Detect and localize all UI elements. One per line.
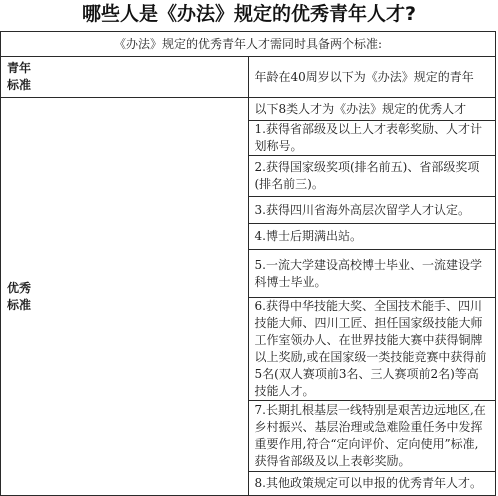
page-title: 哪些人是《办法》规定的优秀青年人才? [81, 3, 417, 25]
youth-label [1, 57, 249, 98]
criterion-8: 8.其他政策规定可以申报的优秀青年人才。 [248, 472, 496, 496]
criterion-7: 7.长期扎根基层一线特别是艰苦边远地区,在乡村振兴、基层治理或急难险重任务中发挥重要作用,符合“定向评价、定向使用”标准,获得省部级及以上表彰奖励。 [248, 401, 496, 472]
criterion-6: 6.获得中华技能大奖、全国技术能手、四川技能大师、四川工匠、担任国家级技能大师工作室领办人、在世界技能大赛中获得铜牌以上奖励,或在国家级一类技能竞赛中获得前5名(双人赛项前3名、三人赛项前2名)等高技能人才。 [248, 298, 496, 401]
criterion-4: 4.博士后期满出站。 [248, 224, 496, 250]
youth-text: 年龄在40周岁以下为《办法》规定的青年 [248, 57, 496, 98]
criterion-1: 1.获得省部级及以上人才表彰奖励、人才计划称号。 [248, 121, 496, 156]
intro-text: 《办法》规定的优秀青年人才需同时具备两个标准: [1, 32, 496, 57]
excellent-label-line2: 标准 [7, 297, 32, 312]
criterion-3: 3.获得四川省海外高层次留学人才认定。 [248, 197, 496, 224]
youth-row [1, 57, 496, 98]
table-header-row [1, 32, 496, 57]
excellent-intro: 以下8类人才为《办法》规定的优秀人才 [248, 98, 496, 121]
criteria-table [0, 31, 496, 496]
criterion-2: 2.获得国家级奖项(排名前五)、省部级奖项(排名前三)。 [248, 156, 496, 197]
excellent-row [1, 98, 496, 121]
youth-label-line1: 青年 [7, 61, 32, 75]
criterion-5: 5.一流大学建设高校博士毕业、一流建设学科博士毕业。 [248, 250, 496, 298]
youth-label-line2: 标准 [7, 78, 32, 92]
excellent-label [1, 98, 249, 496]
excellent-label-line1: 优秀 [7, 280, 32, 295]
